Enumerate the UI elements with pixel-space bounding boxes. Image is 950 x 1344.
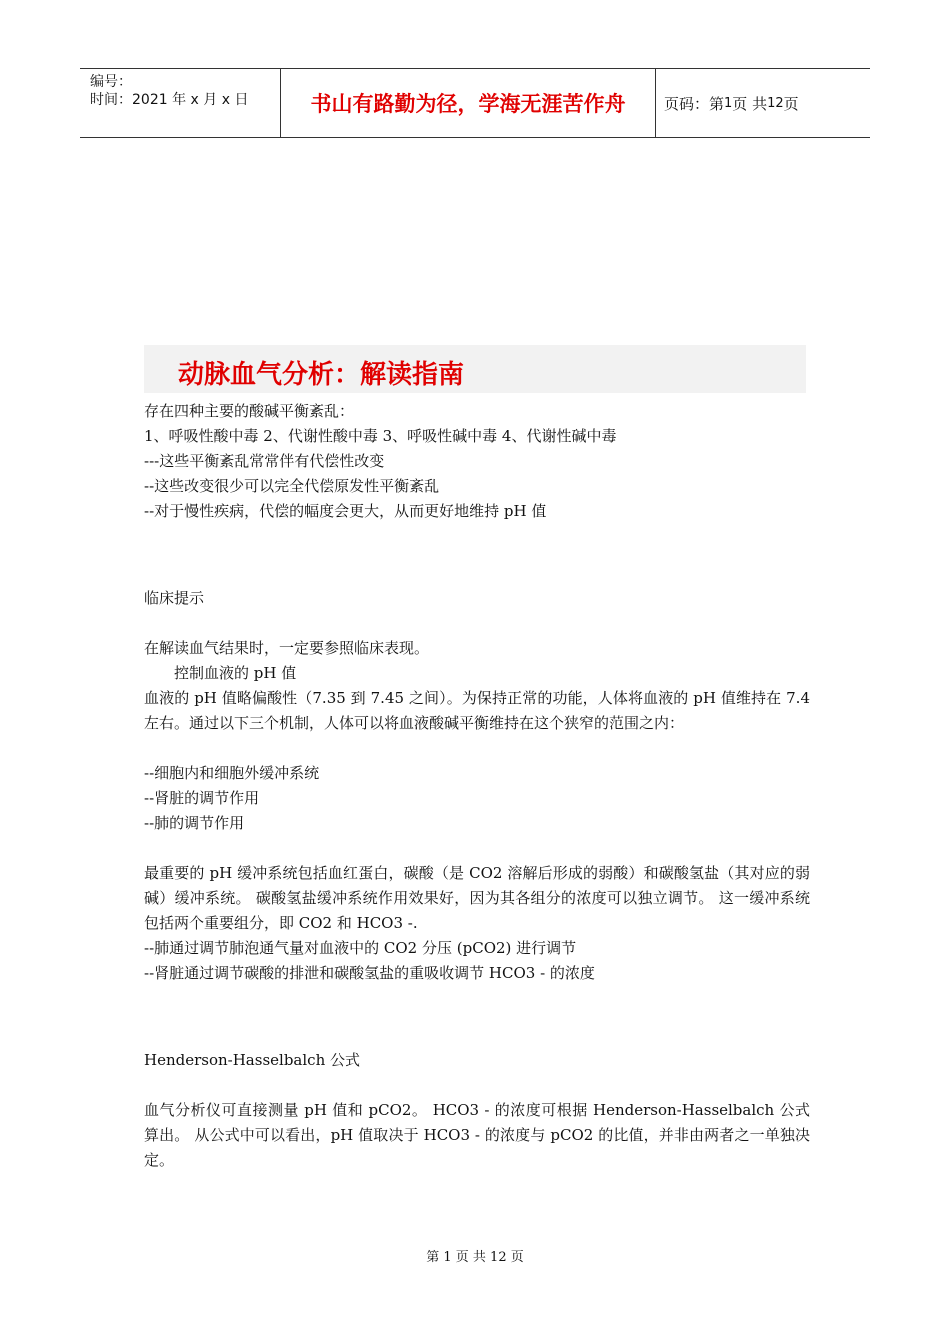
document-time-label: 时间：2021 年 x 月 x 日 <box>90 92 249 108</box>
document-body <box>144 399 810 1173</box>
page-header <box>80 68 870 138</box>
hh-heading: Henderson-Hasselbalch 公式 <box>144 1051 360 1069</box>
mechanism-item: --细胞内和细胞外缓冲系统 <box>144 764 320 782</box>
note-line: --这些改变很少可以完全代偿原发性平衡紊乱 <box>144 477 440 495</box>
note-line: --对于慢性疾病，代偿的幅度会更大，从而更好地维持 pH 值 <box>144 502 547 520</box>
hh-paragraph: 血气分析仪可直接测量 pH 值和 pCO2。 HCO3 - 的浓度可根据 Henderson-Hasselbalch 公式算出。 从公式中可以看出，pH 值取决于 HCO3 - 的浓度与 pCO2 的比值，并非由两者之一单独决定。 <box>144 1101 810 1169</box>
header-motto: 书山有路勤为径，学海无涯苦作舟 <box>280 69 656 137</box>
document-number-label: 编号： <box>90 74 132 90</box>
header-page-info <box>654 69 870 137</box>
page-footer: 第 1 页 共 12 页 <box>426 1250 524 1265</box>
title-bar <box>144 345 806 393</box>
clinical-text: 在解读血气结果时，一定要参照临床表现。 <box>144 639 430 657</box>
kidney-regulation-line: --肾脏通过调节碳酸的排泄和碳酸氢盐的重吸收调节 HCO3 - 的浓度 <box>144 964 595 982</box>
clinical-heading: 临床提示 <box>144 589 205 607</box>
mechanism-item: --肾脏的调节作用 <box>144 789 260 807</box>
document-title: 动脉血气分析：解读指南 <box>178 360 465 390</box>
disorders-list: 1、呼吸性酸中毒 2、代谢性酸中毒 3、呼吸性碱中毒 4、代谢性碱中毒 <box>144 427 617 445</box>
page-suffix: 页 <box>783 94 799 113</box>
header-meta <box>80 69 280 137</box>
buffer-paragraph: 最重要的 pH 缓冲系统包括血红蛋白，碳酸（是 CO2 溶解后形成的弱酸）和碳酸氢盐（其对应的弱碱）缓冲系统。 碳酸氢盐缓冲系统作用效果好，因为其各组分的浓度可以独立调节。 这一缓冲系统包括两个重要组分，即 CO2 和 HCO3 -. <box>144 864 810 932</box>
page-current: 1 <box>724 95 733 111</box>
note-line: ---这些平衡紊乱常常伴有代偿性改变 <box>144 452 385 470</box>
page-total: 12 <box>767 95 784 111</box>
ph-paragraph: 血液的 pH 值略偏酸性（7.35 到 7.45 之间）。为保持正常的功能，人体将血液的 pH 值维持在 7.4 左右。通过以下三个机制，人体可以将血液酸碱平衡维持在这个狭窄的范围之内： <box>144 689 810 732</box>
page-mid: 页 共 <box>732 94 768 113</box>
page-prefix: 页码：第 <box>664 94 725 113</box>
intro-line: 存在四种主要的酸碱平衡紊乱： <box>144 402 355 420</box>
lung-regulation-line: --肺通过调节肺泡通气量对血液中的 CO2 分压 (pCO2) 进行调节 <box>144 939 577 957</box>
mechanism-item: --肺的调节作用 <box>144 814 245 832</box>
ph-heading: 控制血液的 pH 值 <box>174 664 297 682</box>
